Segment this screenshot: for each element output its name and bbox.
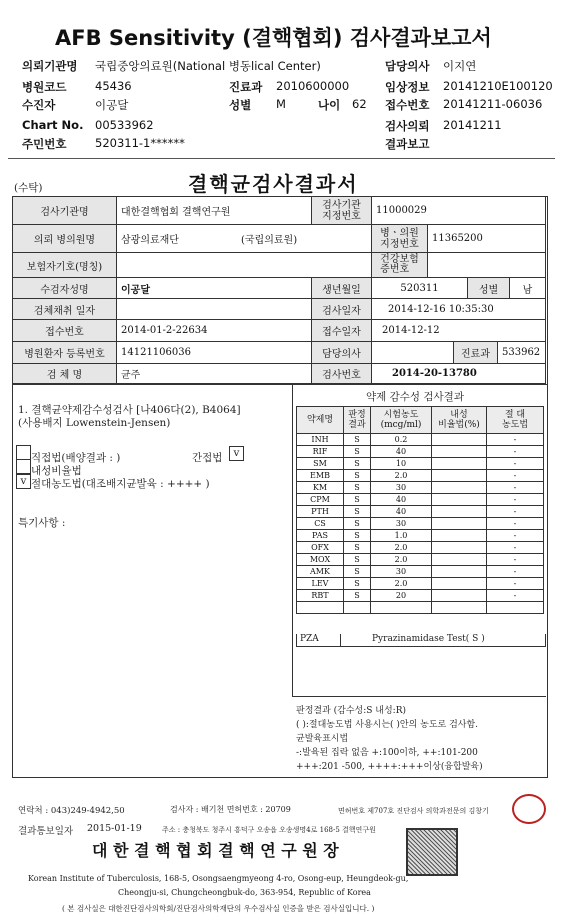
label-accept-no: 접수번호 (385, 98, 430, 112)
absolute-cell: - (487, 530, 544, 542)
value-hospital-code: 45436 (95, 79, 132, 93)
label-report: 결과보고 (385, 137, 430, 151)
label-doctor: 담당의사 (385, 59, 430, 73)
doc-badge: (수탁) (14, 182, 43, 194)
empty-cell (432, 602, 487, 614)
label-dept: 진료과 (229, 80, 263, 94)
footer-address-en-1: Korean Institute of Tuberculosis, 168-5, Osongsaengmyeong 4-ro, Osong-eup, Heungdeok-gu, (28, 874, 409, 883)
result-cell: S (344, 566, 371, 578)
test-item: 1. 결핵균약제감수성검사 [나406다(2), B4064] (18, 404, 241, 416)
legend-line-3: 균발육표시법 (296, 734, 349, 744)
concentration-cell: 20 (371, 590, 432, 602)
ratio-cell (432, 434, 487, 446)
cell-patient-value: 이공달 (117, 278, 312, 299)
label-clinical: 임상정보 (385, 80, 430, 94)
ratio-cell (432, 542, 487, 554)
legend-line-4: -:발육된 집락 없음 +:100이하, ++:101-200 (296, 748, 478, 758)
footer-certification: ( 본 검사실은 대한진단검사의학회/진단검사의학재단의 우수검사실 인증을 받은 검사실입니다. ) (62, 904, 375, 913)
absolute-cell: - (487, 554, 544, 566)
absolute-label: 절대농도법(대조배지균발육 : ++++ ) (31, 478, 210, 490)
direct-label: 직접법(배양결과 : ) (31, 452, 121, 464)
col-drug: 약제명 (297, 407, 344, 434)
cell-reg-label: 병원환자 등록번호 (13, 342, 117, 364)
drug-cell: RIF (297, 446, 344, 458)
concentration-cell: 10 (371, 458, 432, 470)
susceptibility-row (297, 494, 544, 506)
value-age: 62 (352, 97, 367, 111)
absolute-cell: - (487, 434, 544, 446)
absolute-cell: - (487, 470, 544, 482)
footer-date-label: 결과통보일자 (18, 826, 74, 837)
susceptibility-row (297, 482, 544, 494)
susceptibility-row (297, 506, 544, 518)
absolute-checkbox[interactable]: v (16, 474, 31, 489)
ratio-cell (432, 518, 487, 530)
indirect-checkbox[interactable]: v (229, 446, 244, 461)
ratio-cell (432, 566, 487, 578)
value-accept-no: 20141211-06036 (443, 97, 543, 111)
ab-table-title: 약제 감수성 검사결과 (366, 391, 464, 403)
absolute-cell: - (487, 458, 544, 470)
ratio-cell (432, 590, 487, 602)
doc-title: 결핵균검사결과서 (188, 172, 359, 196)
concentration-cell: 30 (371, 566, 432, 578)
pza-value: Pyrazinamidase Test( S ) (372, 634, 485, 644)
value-chart: 00533962 (95, 118, 154, 132)
footer-supervisor: 면허번호 제707호 진단검사 의학과전문의 김창기 (338, 807, 489, 815)
concentration-cell: 0.2 (371, 434, 432, 446)
cell-agency-value: 대한결핵협회 결핵연구원 (117, 197, 312, 225)
cell-accept-date-value: 2014-12-12 (372, 320, 546, 342)
cell-dept-label: 진료과 (454, 342, 498, 364)
drug-cell: MOX (297, 554, 344, 566)
cell-req-no-label: 병ㆍ의원 지정번호 (372, 225, 428, 253)
cell-req-label: 의뢰 병의원명 (13, 225, 117, 253)
empty-cell (297, 602, 344, 614)
value-doctor: 이지연 (443, 59, 477, 73)
susceptibility-row (297, 446, 544, 458)
drug-cell: KM (297, 482, 344, 494)
drug-cell: INH (297, 434, 344, 446)
drug-cell: CPM (297, 494, 344, 506)
col-result: 판정 결과 (344, 407, 371, 434)
legend-divider (292, 696, 546, 697)
cell-accept-no-label: 접수번호 (13, 320, 117, 342)
cell-test-no-value: 2014-20-13780 (372, 364, 546, 384)
absolute-cell: - (487, 482, 544, 494)
cell-ins-label: 보험자기호(명칭) (13, 253, 117, 278)
concentration-cell: 40 (371, 494, 432, 506)
value-request-date: 20141211 (443, 118, 502, 132)
label-age: 나이 (318, 98, 341, 112)
susceptibility-row (297, 518, 544, 530)
cell-ins-no-label: 건강보험 증번호 (372, 253, 428, 278)
indirect-label: 간접법 (192, 452, 223, 464)
pza-label: PZA (300, 634, 319, 644)
label-chart: Chart No. (22, 118, 84, 132)
cell-sex-label: 성별 (468, 278, 510, 299)
col-ratio: 내성 비율법(%) (432, 407, 487, 434)
result-cell: S (344, 458, 371, 470)
susceptibility-row (297, 566, 544, 578)
cell-specimen-value: 균주 (117, 364, 312, 384)
absolute-cell: - (487, 542, 544, 554)
susceptibility-row (297, 530, 544, 542)
report-title: AFB Sensitivity (결핵협회) 검사결과보고서 (55, 26, 492, 50)
susceptibility-empty-row (297, 602, 544, 614)
cell-specimen-label: 검 체 명 (13, 364, 117, 384)
pza-divider (340, 634, 341, 646)
cell-test-date-value: 2014-12-16 10:35:30 (372, 299, 546, 320)
absolute-cell: - (487, 446, 544, 458)
drug-cell: AMK (297, 566, 344, 578)
cell-test-date-label: 검사일자 (312, 299, 372, 320)
drug-cell: PAS (297, 530, 344, 542)
result-cell: S (344, 590, 371, 602)
ratio-cell (432, 506, 487, 518)
legend-line-1: 판정결과 (감수성:S 내성:R) (296, 706, 406, 716)
label-request-date: 검사의뢰 (385, 119, 430, 133)
cell-doctor-label: 담당의사 (312, 342, 372, 364)
result-cell: S (344, 494, 371, 506)
cell-sex-value: 남 (510, 278, 546, 299)
cell-collect-label: 검체채취 일자 (13, 299, 117, 320)
result-cell: S (344, 578, 371, 590)
ratio-checkbox[interactable] (16, 459, 31, 474)
cell-req-no-value: 11365200 (428, 225, 546, 253)
result-cell: S (344, 506, 371, 518)
susceptibility-row (297, 542, 544, 554)
drug-cell: SM (297, 458, 344, 470)
ratio-cell (432, 470, 487, 482)
concentration-cell: 2.0 (371, 554, 432, 566)
remarks-label: 특기사항 : (18, 517, 66, 529)
ratio-cell (432, 494, 487, 506)
value-patient: 이공달 (95, 98, 129, 112)
cell-accept-date-label: 접수일자 (312, 320, 372, 342)
ratio-cell (432, 554, 487, 566)
empty-cell (371, 602, 432, 614)
result-cell: S (344, 554, 371, 566)
ratio-label: 내성비율법 (31, 465, 82, 477)
cell-patient-label: 수검자성명 (13, 278, 117, 299)
footer-date: 2015-01-19 (87, 823, 142, 834)
cell-test-no-label: 검사번호 (312, 364, 372, 384)
official-seal (406, 828, 458, 876)
concentration-cell: 30 (371, 482, 432, 494)
susceptibility-row (297, 590, 544, 602)
supervisor-seal (512, 794, 546, 824)
direct-checkbox[interactable] (16, 445, 31, 460)
empty-cell (487, 602, 544, 614)
susceptibility-row (297, 470, 544, 482)
susceptibility-row (297, 458, 544, 470)
result-cell: S (344, 434, 371, 446)
value-clinical: 20141210E100120 (443, 79, 553, 93)
result-cell: S (344, 446, 371, 458)
cell-agency-no-label: 검사기관 지정번호 (312, 197, 372, 225)
cell-accept-no-value: 2014-01-2-22634 (117, 320, 312, 342)
footer-address-en-2: Cheongju-si, Chungcheongbuk-do, 363-954, Republic of Korea (118, 888, 371, 897)
concentration-cell: 1.0 (371, 530, 432, 542)
col-absolute: 절 대 농도법 (487, 407, 544, 434)
drug-cell: PTH (297, 506, 344, 518)
susceptibility-table (296, 406, 544, 614)
cell-birth-label: 생년월일 (312, 278, 372, 299)
concentration-cell: 40 (371, 506, 432, 518)
absolute-cell: - (487, 518, 544, 530)
concentration-cell: 2.0 (371, 578, 432, 590)
result-cell: S (344, 482, 371, 494)
cell-collect-value (117, 299, 312, 320)
cell-agency-label: 검사기관명 (13, 197, 117, 225)
drug-cell: OFX (297, 542, 344, 554)
label-requester: 의뢰기관명 (22, 59, 78, 73)
cell-req-value: 삼광의료재단 (117, 225, 237, 253)
cell-dept-value: 533962 (498, 342, 546, 364)
concentration-cell: 30 (371, 518, 432, 530)
ratio-cell (432, 458, 487, 470)
result-divider (292, 385, 293, 696)
drug-cell: EMB (297, 470, 344, 482)
susceptibility-body (297, 434, 544, 614)
cell-req-value2: (국립의료원) (237, 225, 372, 253)
result-cell: S (344, 470, 371, 482)
absolute-cell: - (487, 566, 544, 578)
susceptibility-row (297, 578, 544, 590)
test-medium: (사용배지 Lowenstein-Jensen) (18, 417, 171, 429)
label-patient: 수진자 (22, 98, 56, 112)
ratio-cell (432, 482, 487, 494)
value-sex: M (276, 97, 286, 111)
cell-doctor-value (372, 342, 454, 364)
drug-cell: CS (297, 518, 344, 530)
susceptibility-row (297, 434, 544, 446)
cell-reg-value: 14121106036 (117, 342, 312, 364)
footer-org: 대 한 결 핵 협 회 결 핵 연 구 원 장 (92, 841, 339, 860)
absolute-cell: - (487, 590, 544, 602)
legend-line-2: ( ):절대농도법 사용시는( )안의 농도로 검사함. (296, 720, 479, 730)
absolute-cell: - (487, 578, 544, 590)
result-cell: S (344, 518, 371, 530)
ratio-cell (432, 578, 487, 590)
ratio-cell (432, 446, 487, 458)
concentration-cell: 2.0 (371, 542, 432, 554)
cell-ins-value (117, 253, 372, 278)
result-cell: S (344, 530, 371, 542)
concentration-cell: 2.0 (371, 470, 432, 482)
ratio-cell (432, 530, 487, 542)
label-rrn: 주민번호 (22, 137, 67, 151)
value-rrn: 520311-1****** (95, 136, 185, 150)
absolute-cell: - (487, 506, 544, 518)
label-sex: 성별 (229, 98, 252, 112)
footer-address: 주소 : 충청북도 청주시 흥덕구 오송읍 오송생명4로 168-5 결핵연구원 (162, 826, 376, 834)
legend-line-5: +++:201 -500, ++++:+++이상(융합발육) (296, 762, 483, 772)
footer-tester: 검사자 : 배기천 면허번호 : 20709 (170, 805, 291, 814)
value-requester: 국립중앙의료원(National 병동lical Center) (95, 59, 321, 73)
cell-ins-no-value (428, 253, 546, 278)
result-cell: S (344, 542, 371, 554)
susceptibility-row (297, 554, 544, 566)
value-dept: 2010600000 (276, 79, 350, 93)
cell-birth-value: 520311 (372, 278, 468, 299)
drug-cell: LEV (297, 578, 344, 590)
col-concentration: 시험농도 (mcg/ml) (371, 407, 432, 434)
drug-cell: RBT (297, 590, 344, 602)
footer-contact: 연락처 : 043)249-4942,50 (18, 806, 125, 816)
susceptibility-header-row (297, 407, 544, 434)
cell-agency-no-value: 11000029 (372, 197, 546, 225)
empty-cell (344, 602, 371, 614)
header-divider (8, 158, 555, 159)
label-hospital-code: 병원코드 (22, 80, 67, 94)
concentration-cell: 40 (371, 446, 432, 458)
absolute-cell: - (487, 494, 544, 506)
